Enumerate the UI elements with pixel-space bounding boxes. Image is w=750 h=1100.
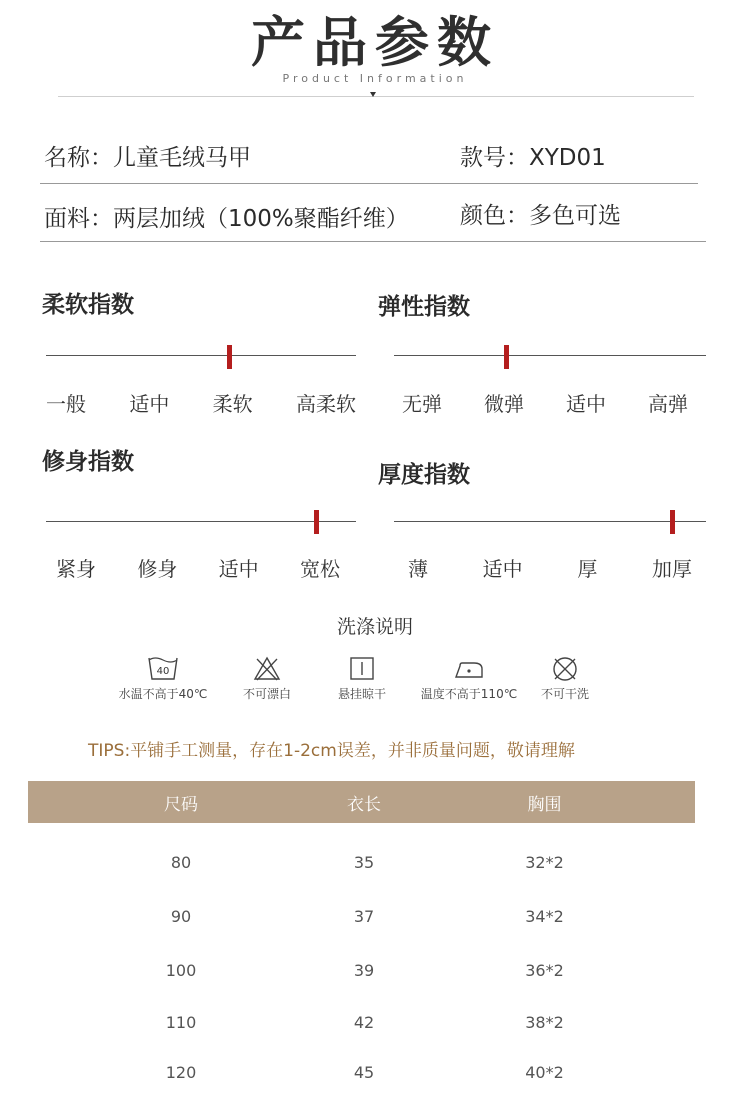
cell-length: 45	[353, 1062, 375, 1082]
cell-size: 100	[165, 960, 197, 980]
fabric-label: 面料：	[44, 206, 113, 232]
thickness-index-title: 厚度指数	[378, 462, 470, 488]
thickness-label: 加厚	[651, 557, 692, 581]
table-row	[28, 943, 695, 997]
fit-index-title: 修身指数	[42, 449, 134, 475]
cell-chest: 38*2	[525, 1012, 564, 1032]
fit-index-labels	[56, 553, 340, 582]
elasticity-label: 无弹	[402, 392, 442, 416]
care-label: 不可漂白	[242, 687, 291, 701]
caret-down-icon	[370, 92, 376, 97]
color-value: 多色可选	[529, 203, 621, 229]
care-item-bleach	[232, 654, 302, 702]
wash-temp-badge: 40	[156, 666, 170, 677]
care-item-dry	[327, 654, 397, 702]
cell-length: 42	[353, 1012, 375, 1032]
table-row	[28, 1047, 695, 1097]
color	[460, 200, 621, 232]
fit-index-marker	[314, 510, 319, 534]
cell-length: 37	[353, 906, 375, 926]
fit-label: 宽松	[299, 557, 340, 581]
hang-dry-icon	[347, 654, 377, 682]
cell-chest: 36*2	[525, 960, 564, 980]
page-title: 产品参数	[251, 11, 499, 74]
size-table	[28, 781, 695, 1097]
care-item-dryclean	[532, 654, 598, 702]
header-divider	[58, 96, 694, 97]
cell-size: 90	[170, 906, 192, 926]
iron-110-icon	[452, 654, 486, 682]
cell-length: 39	[353, 960, 375, 980]
care-label: 温度不高于110℃	[420, 687, 518, 701]
care-label: 不可干洗	[540, 687, 589, 701]
fit-index-scale	[46, 521, 356, 522]
fit-label: 修身	[137, 557, 178, 581]
elasticity-index-labels	[402, 388, 688, 417]
cell-chest: 32*2	[525, 852, 564, 872]
cell-size: 120	[165, 1062, 197, 1082]
wash-40-icon	[147, 654, 179, 682]
style-number	[460, 142, 606, 174]
info-divider	[40, 183, 698, 184]
measurement-tips: TIPS:平铺手工测量，存在1-2cm误差，并非质量问题，敬请理解	[88, 741, 575, 761]
product-name-value: 儿童毛绒马甲	[113, 145, 251, 171]
elasticity-index-marker	[504, 345, 509, 369]
cell-size: 80	[170, 852, 192, 872]
header-size: 尺码	[164, 794, 198, 815]
softness-index-marker	[227, 345, 232, 369]
cell-length: 35	[353, 852, 375, 872]
elasticity-index-title: 弹性指数	[378, 294, 470, 320]
softness-label: 高柔软	[295, 392, 356, 416]
elasticity-label: 适中	[566, 392, 606, 416]
thickness-index-labels	[408, 553, 692, 582]
info-divider	[40, 241, 706, 242]
fit-label: 紧身	[56, 557, 96, 581]
product-name-label: 名称：	[44, 145, 113, 171]
softness-index-scale	[46, 355, 356, 356]
style-number-value: XYD01	[529, 145, 606, 171]
cell-chest: 40*2	[525, 1062, 564, 1082]
no-dry-clean-icon	[550, 654, 580, 682]
wash-instructions-title: 洗涤说明	[336, 616, 413, 638]
care-item-iron	[414, 654, 524, 702]
style-number-label: 款号：	[460, 145, 529, 171]
thickness-label: 适中	[482, 557, 523, 581]
cell-chest: 34*2	[525, 906, 564, 926]
care-item-wash	[118, 654, 208, 702]
elasticity-label: 高弹	[648, 392, 688, 416]
thickness-index-marker	[670, 510, 675, 534]
care-label: 水温不高于40℃	[118, 687, 208, 701]
table-row	[28, 997, 695, 1047]
page-subtitle: Product Information	[282, 72, 468, 85]
table-row	[28, 889, 695, 943]
softness-label: 适中	[129, 392, 170, 416]
softness-index-labels	[46, 388, 356, 417]
no-bleach-icon	[252, 654, 282, 682]
size-table-header	[28, 781, 695, 823]
product-name	[44, 142, 251, 174]
thickness-label: 厚	[577, 557, 598, 581]
care-label: 悬挂晾干	[337, 687, 386, 701]
header-length: 衣长	[347, 794, 381, 815]
fit-label: 适中	[218, 557, 259, 581]
color-label: 颜色：	[460, 203, 529, 229]
fabric-value: 两层加绒（100%聚酯纤维）	[113, 206, 409, 232]
table-row	[28, 835, 695, 889]
cell-size: 110	[165, 1012, 197, 1032]
softness-label: 一般	[46, 392, 86, 416]
header-chest: 胸围	[527, 794, 562, 815]
softness-index-title: 柔软指数	[42, 292, 134, 318]
softness-label: 柔软	[212, 392, 253, 416]
fabric	[44, 203, 409, 235]
thickness-label: 薄	[408, 557, 428, 581]
thickness-index-scale	[394, 521, 706, 522]
elasticity-label: 微弹	[484, 392, 524, 416]
elasticity-index-scale	[394, 355, 706, 356]
